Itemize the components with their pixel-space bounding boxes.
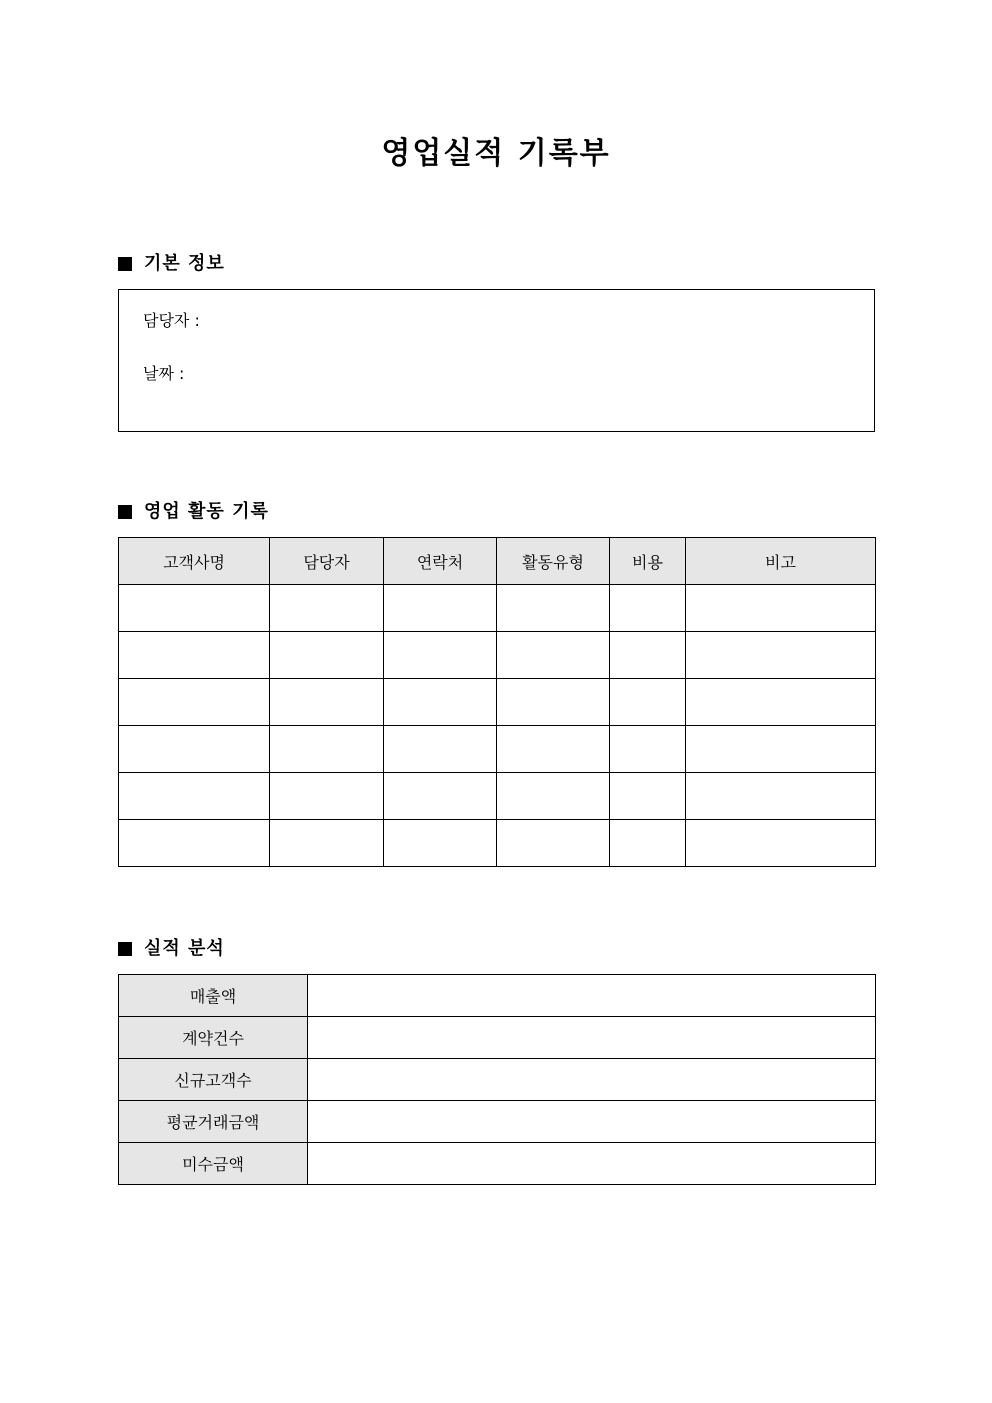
table-cell[interactable] [610,773,686,820]
table-cell[interactable] [610,632,686,679]
table-cell[interactable] [686,726,876,773]
manager-label: 담당자 : [143,311,200,330]
analysis-row-new-clients [119,1059,876,1101]
analysis-heading [118,937,225,961]
table-cell[interactable] [497,585,610,632]
table-cell[interactable] [270,820,384,867]
table-cell[interactable] [686,679,876,726]
analysis-heading-text: 실적 분석 [144,938,225,959]
table-cell[interactable] [270,726,384,773]
table-cell[interactable] [119,632,270,679]
table-cell[interactable] [497,820,610,867]
square-bullet-icon [118,942,132,956]
table-cell[interactable] [686,632,876,679]
table-row [119,820,876,867]
square-bullet-icon [118,505,132,519]
table-row [119,679,876,726]
column-header-contact: 연락처 [384,538,497,585]
activity-table [118,537,876,867]
activity-header-row [119,538,876,585]
analysis-value-avg-deal[interactable] [308,1101,876,1143]
analysis-label-receivables: 미수금액 [119,1143,308,1185]
table-cell[interactable] [686,773,876,820]
table-cell[interactable] [384,773,497,820]
table-cell[interactable] [610,726,686,773]
table-cell[interactable] [119,726,270,773]
table-cell[interactable] [119,585,270,632]
analysis-value-receivables[interactable] [308,1143,876,1185]
column-header-activity-type: 활동유형 [497,538,610,585]
analysis-label-new-clients: 신규고객수 [119,1059,308,1101]
table-cell[interactable] [384,820,497,867]
table-cell[interactable] [270,679,384,726]
column-header-cost: 비용 [610,538,686,585]
table-cell[interactable] [686,820,876,867]
table-row [119,773,876,820]
analysis-value-revenue[interactable] [308,975,876,1017]
table-cell[interactable] [497,632,610,679]
table-cell[interactable] [497,679,610,726]
table-cell[interactable] [610,679,686,726]
analysis-value-contracts[interactable] [308,1017,876,1059]
analysis-label-avg-deal: 평균거래금액 [119,1101,308,1143]
analysis-row-avg-deal [119,1101,876,1143]
analysis-label-contracts: 계약건수 [119,1017,308,1059]
table-cell[interactable] [384,726,497,773]
column-header-note: 비고 [686,538,876,585]
activity-heading-text: 영업 활동 기록 [144,501,269,522]
analysis-table [118,974,876,1185]
activity-heading [118,500,269,524]
column-header-manager: 담당자 [270,538,384,585]
table-row [119,726,876,773]
basic-info-heading [118,252,225,276]
analysis-row-revenue [119,975,876,1017]
table-row [119,585,876,632]
table-cell[interactable] [610,585,686,632]
square-bullet-icon [118,257,132,271]
table-cell[interactable] [270,632,384,679]
table-cell[interactable] [119,773,270,820]
table-cell[interactable] [270,585,384,632]
table-cell[interactable] [497,726,610,773]
analysis-row-receivables [119,1143,876,1185]
table-cell[interactable] [119,820,270,867]
analysis-value-new-clients[interactable] [308,1059,876,1101]
column-header-client: 고객사명 [119,538,270,585]
table-cell[interactable] [384,585,497,632]
table-cell[interactable] [497,773,610,820]
page-title: 영업실적 기록부 [381,136,611,171]
basic-info-box [118,289,875,432]
basic-info-heading-text: 기본 정보 [144,253,225,274]
table-cell[interactable] [610,820,686,867]
table-row [119,632,876,679]
table-cell[interactable] [270,773,384,820]
table-cell[interactable] [384,632,497,679]
analysis-row-contracts [119,1017,876,1059]
table-cell[interactable] [119,679,270,726]
analysis-label-revenue: 매출액 [119,975,308,1017]
date-label: 날짜 : [143,364,185,383]
table-cell[interactable] [686,585,876,632]
table-cell[interactable] [384,679,497,726]
